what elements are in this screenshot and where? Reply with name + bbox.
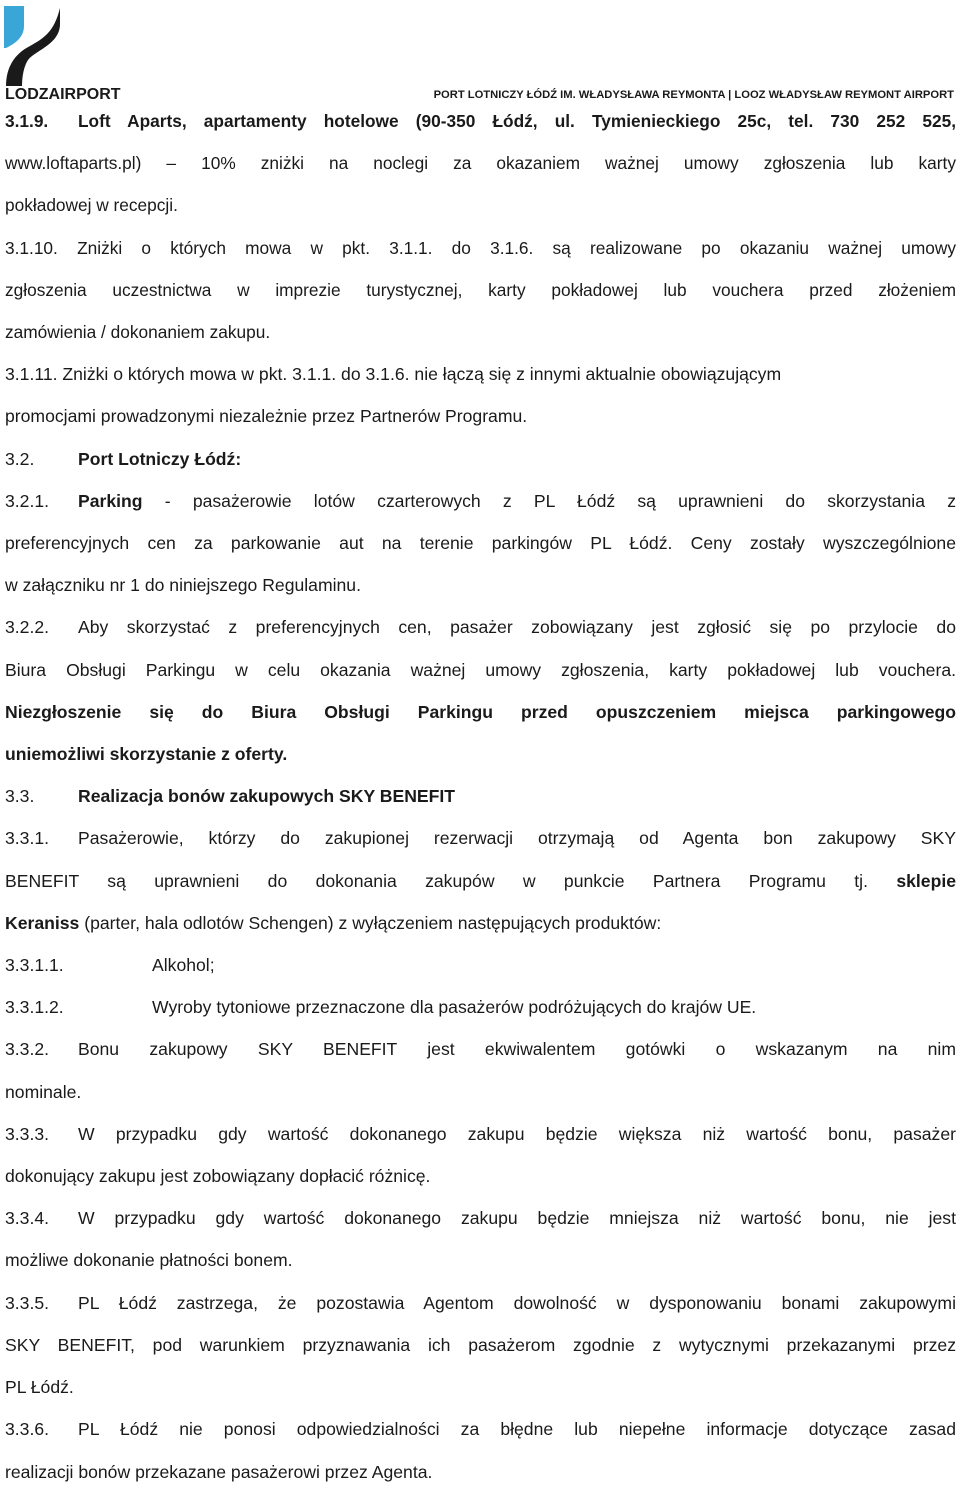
paragraph-3-1-9-line-2: www.loftaparts.pl) – 10% zniżki na noclegi za okazaniem ważnej umowy zgłoszenia lub karty <box>5 153 956 174</box>
paragraph-3-3-1-line-3: Keraniss (parter, hala odlotów Schengen) z wyłączeniem następujących produktów: <box>5 912 662 933</box>
airport-full-name: PORT LOTNICZY ŁÓDŹ IM. WŁADYSŁAWA REYMONTA | LOOZ WŁADYSŁAW REYMONT AIRPORT <box>433 89 954 101</box>
paragraph-3-2-1-line-3: w załączniku nr 1 do niniejszego Regulaminu. <box>5 575 361 596</box>
paragraph-3-2-1-line-2: preferencyjnych cen za parkowanie aut na terenie parkingów PL Łódź. Ceny zostały wyszczególnione <box>5 533 956 554</box>
paragraph-3-3-2-line-1: 3.3.2. Bonu zakupowy SKY BENEFIT jest ekwiwalentem gotówki o wskazanym na nim <box>5 1039 956 1060</box>
section-3-3-heading: 3.3. Realizacja bonów zakupowych SKY BENEFIT <box>5 786 456 807</box>
paragraph-3-1-10-line-1: 3.1.10. Zniżki o których mowa w pkt. 3.1.1. do 3.1.6. są realizowane po okazaniu ważnej umowy <box>5 237 956 258</box>
paragraph-3-3-1-line-1: 3.3.1. Pasażerowie, którzy do zakupionej rezerwacji otrzymają od Agenta bon zakupowy SKY <box>5 828 956 849</box>
item-3-3-1-2: 3.3.1.2. Wyroby tytoniowe przeznaczone dla pasażerów podróżujących do krajów UE. <box>5 997 757 1018</box>
paragraph-3-3-1-line-2: BENEFIT są uprawnieni do dokonania zakupów w punkcie Partnera Programu tj. sklepie <box>5 870 956 891</box>
paragraph-3-1-9-line-3: pokładowej w recepcji. <box>5 195 178 216</box>
paragraph-3-2-2-line-1: 3.2.2. Aby skorzystać z preferencyjnych cen, pasażer zobowiązany jest zgłosić się po przylocie do <box>5 617 956 638</box>
paragraph-3-3-3-line-2: dokonujący zakupu jest zobowiązany dopłacić różnicę. <box>5 1166 431 1187</box>
paragraph-3-1-10-line-3: zamówienia / dokonaniem zakupu. <box>5 322 271 343</box>
paragraph-3-1-11-line-2: promocjami prowadzonymi niezależnie przez Partnerów Programu. <box>5 406 528 427</box>
paragraph-3-3-6-line-1: 3.3.6. PL Łódź nie ponosi odpowiedzialności za błędne lub niepełne informacje dotyczące zasad <box>5 1419 956 1440</box>
brand-name: LODZAIRPORT <box>5 86 121 103</box>
paragraph-3-2-2-line-2: Biura Obsługi Parkingu w celu okazania ważnej umowy zgłoszenia, karty pokładowej lub vouchera. <box>5 659 956 680</box>
paragraph-3-3-4-line-1: 3.3.4. W przypadku gdy wartość dokonanego zakupu będzie mniejsza niż wartość bonu, nie jest <box>5 1208 956 1229</box>
paragraph-3-1-10-line-2: zgłoszenia uczestnictwa w imprezie turystycznej, karty pokładowej lub vouchera przed złożeniem <box>5 279 956 300</box>
document-body <box>5 100 956 1493</box>
paragraph-3-1-9-line-1: 3.1.9. Loft Aparts, apartamenty hotelowe (90-350 Łódź, ul. Tymienieckiego 25c, tel. 730 252 525, <box>5 111 956 131</box>
paragraph-3-3-5-line-2: SKY BENEFIT, pod warunkiem przyznawania ich pasażerom zgodnie z wytycznymi przekazanymi przez <box>5 1334 956 1355</box>
paragraph-3-3-3-line-1: 3.3.3. W przypadku gdy wartość dokonanego zakupu będzie większa niż wartość bonu, pasażer <box>5 1123 956 1144</box>
paragraph-3-3-4-line-2: możliwe dokonanie płatności bonem. <box>5 1250 293 1271</box>
paragraph-3-2-2-line-3: Niezgłoszenie się do Biura Obsługi Parkingu przed opuszczeniem miejsca parkingowego <box>5 701 956 722</box>
section-3-2-heading: 3.2. Port Lotniczy Łódź: <box>5 448 242 469</box>
paragraph-3-2-1-line-1: 3.2.1. Parking - pasażerowie lotów czarterowych z PL Łódź są uprawnieni do skorzystania z <box>5 490 956 511</box>
paragraph-3-3-5-line-1: 3.3.5. PL Łódź zastrzega, że pozostawia Agentom dowolność w dysponowaniu bonami zakupowymi <box>5 1292 956 1313</box>
logo-blue-swoosh <box>4 6 24 48</box>
paragraph-3-2-2-line-4: uniemożliwi skorzystanie z oferty. <box>5 744 288 765</box>
paragraph-3-3-2-line-2: nominale. <box>5 1081 82 1102</box>
paragraph-3-3-6-line-2: realizacji bonów przekazane pasażerowi przez Agenta. <box>5 1461 433 1482</box>
lodz-airport-logo <box>2 4 66 88</box>
paragraph-3-3-5-line-3: PL Łódź. <box>5 1377 74 1398</box>
item-3-3-1-1: 3.3.1.1. Alkohol; <box>5 955 215 976</box>
paragraph-3-1-11-line-1: 3.1.11. Zniżki o których mowa w pkt. 3.1.1. do 3.1.6. nie łączą się z innymi aktualnie obowiązującym <box>5 364 782 385</box>
